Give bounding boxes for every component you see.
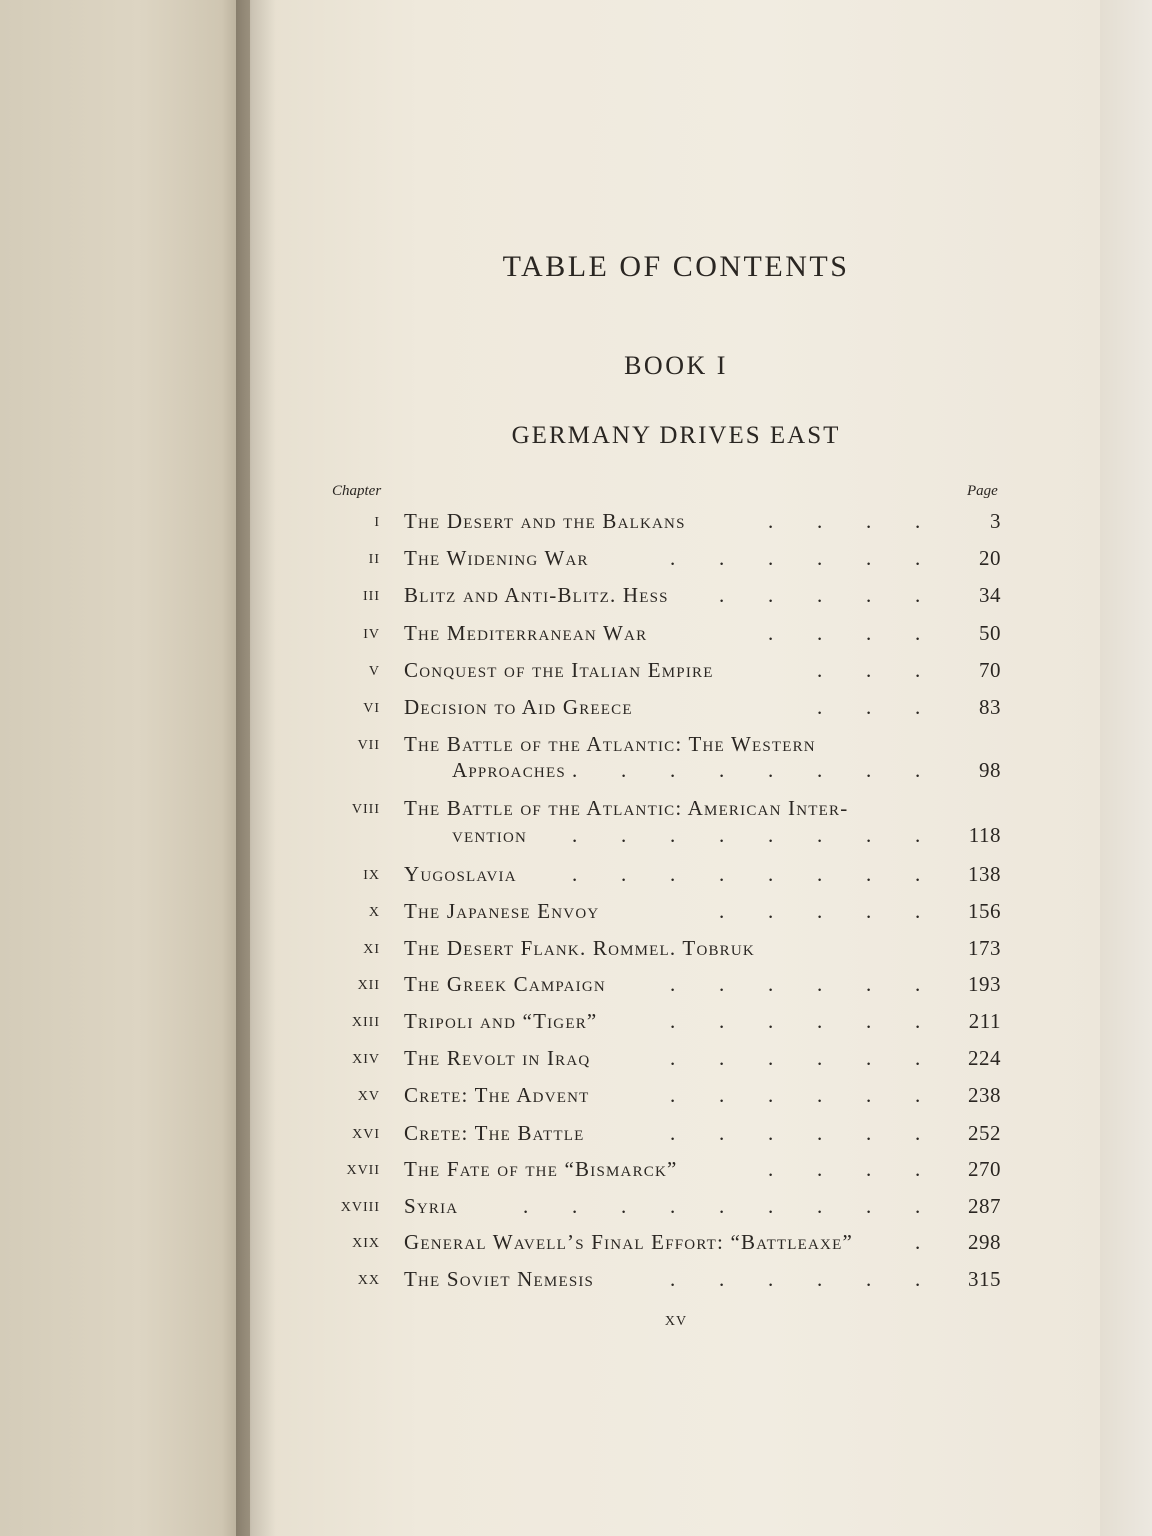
leader-dot: .	[915, 695, 921, 719]
leader-dot: .	[768, 621, 774, 645]
leader-dot: .	[817, 583, 823, 607]
leader-dot: .	[768, 758, 774, 782]
leader-dot: .	[915, 509, 921, 533]
book-label: BOOK I	[624, 351, 728, 380]
leader-dot: .	[572, 823, 578, 847]
leader-dot: .	[866, 1121, 872, 1145]
page-number: 211	[968, 1009, 1001, 1033]
left-page	[0, 0, 252, 1536]
leader-dot: .	[768, 899, 774, 923]
page-number: 138	[968, 862, 1001, 886]
leader-dot: .	[817, 621, 823, 645]
leader-dot: .	[768, 823, 774, 847]
chapter-number: vi	[363, 695, 380, 717]
leader-dot: .	[817, 972, 823, 996]
chapter-title: Decision to Aid Greece	[404, 695, 633, 719]
chapter-title: Tripoli and “Tiger”	[404, 1009, 598, 1033]
leader-dot: .	[719, 862, 725, 886]
leader-dot: .	[915, 621, 921, 645]
chapter-number: xv	[357, 1083, 380, 1105]
chapter-number: xiii	[351, 1009, 380, 1031]
leader-dot: .	[719, 758, 725, 782]
leader-dot: .	[768, 1009, 774, 1033]
leader-dot: .	[719, 899, 725, 923]
page-number: 270	[968, 1157, 1001, 1181]
chapter-title: The Japanese Envoy	[404, 899, 600, 923]
chapter-title: The Desert and the Balkans	[404, 509, 686, 533]
chapter-number: xviii	[340, 1194, 380, 1216]
leader-dot: .	[866, 972, 872, 996]
leader-dot: .	[817, 823, 823, 847]
leader-dot: .	[768, 1046, 774, 1070]
chapter-title: Yugoslavia	[404, 862, 517, 886]
leader-dot: .	[817, 546, 823, 570]
leader-dot: .	[719, 1083, 725, 1107]
chapter-title: The Soviet Nemesis	[404, 1267, 595, 1291]
chapter-title: The Mediterranean War	[404, 621, 648, 645]
chapter-title: The Revolt in Iraq	[404, 1046, 591, 1070]
page-number: 238	[968, 1083, 1001, 1107]
chapter-number: xvii	[346, 1157, 380, 1179]
leader-dot: .	[915, 1267, 921, 1291]
leader-dot: .	[768, 509, 774, 533]
leader-dot: .	[915, 823, 921, 847]
leader-dot: .	[572, 1194, 578, 1218]
leader-dot: .	[621, 1194, 627, 1218]
leader-dot: .	[670, 862, 676, 886]
book-title: GERMANY DRIVES EAST	[511, 422, 841, 449]
table-of-contents	[250, 0, 1102, 1536]
chapter-number: iv	[363, 621, 380, 643]
leader-dot: .	[670, 1267, 676, 1291]
leader-dot: .	[572, 862, 578, 886]
leader-dot: .	[670, 1194, 676, 1218]
page-number: 20	[979, 546, 1001, 570]
leader-dot: .	[768, 1267, 774, 1291]
chapter-number: ix	[363, 862, 380, 884]
leader-dot: .	[915, 1083, 921, 1107]
chapter-number: xvi	[352, 1121, 380, 1143]
leader-dot: .	[817, 695, 823, 719]
leader-dot: .	[866, 1194, 872, 1218]
leader-dot: .	[670, 972, 676, 996]
page-number: 70	[979, 658, 1001, 682]
chapter-title: The Fate of the “Bismarck”	[404, 1157, 678, 1181]
chapter-number: iii	[363, 583, 380, 605]
leader-dot: .	[817, 1267, 823, 1291]
chapter-number: x	[368, 899, 380, 921]
chapter-title: Conquest of the Italian Empire	[404, 658, 714, 682]
chapter-number: xx	[357, 1267, 380, 1289]
page-number: 156	[968, 899, 1001, 923]
leader-dot: .	[915, 1157, 921, 1181]
leader-dot: .	[915, 972, 921, 996]
leader-dot: .	[817, 899, 823, 923]
leader-dot: .	[866, 1009, 872, 1033]
page-number: 298	[968, 1230, 1001, 1254]
leader-dot: .	[719, 972, 725, 996]
chapter-number: xix	[352, 1230, 380, 1252]
leader-dot: .	[719, 1009, 725, 1033]
leader-dot: .	[915, 899, 921, 923]
chapter-title: General Wavell’s Final Effort: “Battleaxe”	[404, 1230, 853, 1254]
leader-dot: .	[866, 546, 872, 570]
leader-dot: .	[915, 583, 921, 607]
leader-dot: .	[768, 546, 774, 570]
leader-dot: .	[572, 758, 578, 782]
chapter-title-continued: vention	[452, 823, 528, 847]
leader-dot: .	[670, 823, 676, 847]
leader-dot: .	[768, 1121, 774, 1145]
page-number: 50	[979, 621, 1001, 645]
chapter-number: xii	[357, 972, 380, 994]
leader-dot: .	[866, 823, 872, 847]
leader-dot: .	[915, 1194, 921, 1218]
leader-dot: .	[866, 583, 872, 607]
page-title: TABLE OF CONTENTS	[502, 250, 850, 283]
leader-dot: .	[768, 1083, 774, 1107]
leader-dot: .	[915, 1230, 921, 1254]
leader-dot: .	[719, 546, 725, 570]
page-number: 315	[968, 1267, 1001, 1291]
leader-dot: .	[670, 758, 676, 782]
leader-dot: .	[670, 1046, 676, 1070]
page-edge	[1100, 0, 1152, 1536]
leader-dot: .	[866, 758, 872, 782]
leader-dot: .	[866, 1267, 872, 1291]
leader-dot: .	[621, 862, 627, 886]
page-number: 287	[968, 1194, 1001, 1218]
leader-dot: .	[866, 695, 872, 719]
chapter-title: The Battle of the Atlantic: The Western	[404, 732, 816, 756]
chapter-number: xi	[363, 936, 380, 958]
leader-dot: .	[866, 1083, 872, 1107]
leader-dot: .	[768, 972, 774, 996]
leader-dot: .	[670, 1121, 676, 1145]
chapter-number: xiv	[352, 1046, 380, 1068]
page-number: 34	[979, 583, 1001, 607]
leader-dot: .	[915, 1009, 921, 1033]
page-number: 173	[968, 936, 1001, 960]
leader-dot: .	[866, 1157, 872, 1181]
leader-dot: .	[817, 1046, 823, 1070]
chapter-number: viii	[351, 796, 380, 818]
leader-dot: .	[768, 862, 774, 886]
page-number: 252	[968, 1121, 1001, 1145]
leader-dot: .	[719, 1194, 725, 1218]
chapter-title: Blitz and Anti-Blitz. Hess	[404, 583, 669, 607]
page-folio: xv	[664, 1308, 688, 1330]
leader-dot: .	[817, 1121, 823, 1145]
leader-dot: .	[866, 899, 872, 923]
leader-dot: .	[719, 1267, 725, 1291]
leader-dot: .	[817, 758, 823, 782]
page-column-header: Page	[967, 483, 998, 499]
leader-dot: .	[866, 862, 872, 886]
leader-dot: .	[915, 758, 921, 782]
chapter-title: The Greek Campaign	[404, 972, 606, 996]
leader-dot: .	[719, 1046, 725, 1070]
leader-dot: .	[719, 823, 725, 847]
leader-dot: .	[866, 1046, 872, 1070]
chapter-number: i	[374, 509, 380, 531]
leader-dot: .	[866, 621, 872, 645]
leader-dot: .	[817, 509, 823, 533]
page-number: 83	[979, 695, 1001, 719]
leader-dot: .	[817, 1157, 823, 1181]
leader-dot: .	[719, 583, 725, 607]
leader-dot: .	[670, 1009, 676, 1033]
chapter-number: ii	[368, 546, 380, 568]
leader-dot: .	[915, 546, 921, 570]
leader-dot: .	[817, 1009, 823, 1033]
leader-dot: .	[915, 1121, 921, 1145]
leader-dot: .	[866, 658, 872, 682]
page-number: 3	[990, 509, 1001, 533]
leader-dot: .	[719, 1121, 725, 1145]
chapter-title: Crete: The Advent	[404, 1083, 590, 1107]
chapter-title: The Widening War	[404, 546, 589, 570]
page-number: 118	[968, 823, 1001, 847]
page-number: 98	[979, 758, 1001, 782]
leader-dot: .	[523, 1194, 529, 1218]
chapter-number: vii	[357, 732, 380, 754]
leader-dot: .	[621, 758, 627, 782]
page-number: 193	[968, 972, 1001, 996]
leader-dot: .	[817, 862, 823, 886]
leader-dot: .	[817, 658, 823, 682]
leader-dot: .	[817, 1083, 823, 1107]
chapter-column-header: Chapter	[332, 483, 382, 499]
leader-dot: .	[768, 1194, 774, 1218]
leader-dot: .	[866, 509, 872, 533]
leader-dot: .	[915, 658, 921, 682]
chapter-title: Crete: The Battle	[404, 1121, 585, 1145]
chapter-title-continued: Approaches	[452, 758, 566, 782]
leader-dot: .	[915, 862, 921, 886]
leader-dot: .	[915, 1046, 921, 1070]
page-number: 224	[968, 1046, 1001, 1070]
chapter-title: The Battle of the Atlantic: American Inter-	[404, 796, 849, 820]
leader-dot: .	[670, 546, 676, 570]
leader-dot: .	[768, 583, 774, 607]
chapter-number: v	[368, 658, 380, 680]
leader-dot: .	[768, 1157, 774, 1181]
chapter-title: Syria	[404, 1194, 459, 1218]
leader-dot: .	[621, 823, 627, 847]
leader-dot: .	[817, 1194, 823, 1218]
leader-dot: .	[670, 1083, 676, 1107]
chapter-title: The Desert Flank. Rommel. Tobruk	[404, 936, 755, 960]
